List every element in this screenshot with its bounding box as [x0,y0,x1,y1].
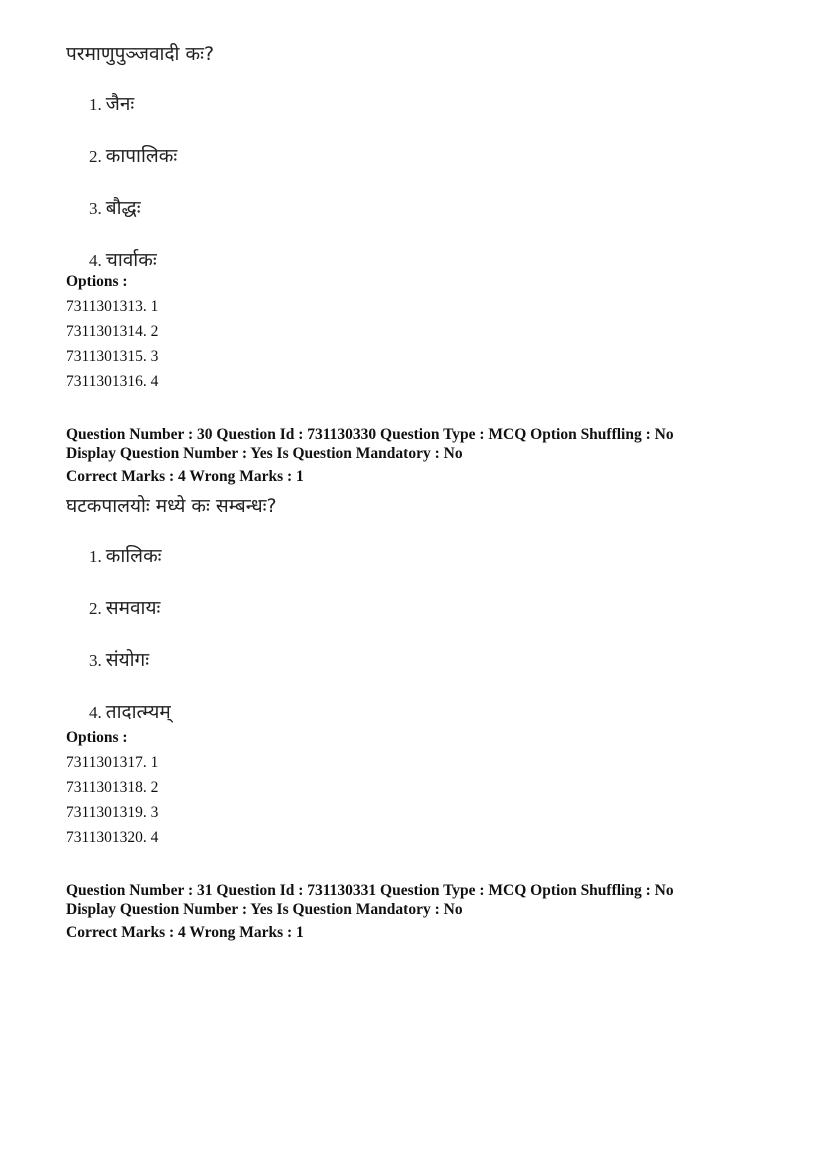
choice-text: संयोगः [105,649,150,671]
choice-item [89,246,157,272]
choice-item [89,646,149,672]
marks-line: Correct Marks : 4 Wrong Marks : 1 [66,468,304,485]
marks-line: Correct Marks : 4 Wrong Marks : 1 [66,924,304,941]
question-meta-line: Question Number : 31 Question Id : 731130331 Question Type : MCQ Option Shuffling : No [66,882,674,899]
choice-text: कापालिकः [105,145,178,167]
option-id-row: 7311301319. 3 [66,804,159,821]
choice-item [89,542,162,568]
choice-number: 3. [89,199,102,218]
question-text: घटकपालयोः मध्ये कः सम्बन्धः? [66,495,277,517]
option-id-row: 7311301317. 1 [66,754,159,771]
option-id-row: 7311301318. 2 [66,779,159,796]
choice-text: तादात्म्यम् [105,701,171,723]
choice-item [89,142,177,168]
options-heading: Options : [66,729,128,746]
choice-text: कालिकः [105,545,162,567]
question-text: परमाणुपुञ्जवादी कः? [66,43,215,65]
option-id-row: 7311301315. 3 [66,348,159,365]
question-meta-line: Display Question Number : Yes Is Question Mandatory : No [66,445,463,462]
choice-item [89,194,141,220]
choice-number: 2. [89,599,102,618]
choice-number: 1. [89,95,102,114]
choice-text: चार्वाकः [105,249,157,271]
question-meta-line: Question Number : 30 Question Id : 731130330 Question Type : MCQ Option Shuffling : No [66,426,674,443]
choice-text: जैनः [105,93,135,115]
choice-text: बौद्धः [105,197,141,219]
choice-number: 1. [89,547,102,566]
question-meta-line: Display Question Number : Yes Is Question Mandatory : No [66,901,463,918]
choice-number: 4. [89,703,102,722]
option-id-row: 7311301314. 2 [66,323,159,340]
choice-item [89,698,171,724]
choice-text: समवायः [105,597,161,619]
choice-item [89,90,134,116]
choice-number: 4. [89,251,102,270]
option-id-row: 7311301316. 4 [66,373,159,390]
choice-number: 2. [89,147,102,166]
option-id-row: 7311301320. 4 [66,829,159,846]
choice-number: 3. [89,651,102,670]
option-id-row: 7311301313. 1 [66,298,159,315]
options-heading: Options : [66,273,128,290]
choice-item [89,594,160,620]
